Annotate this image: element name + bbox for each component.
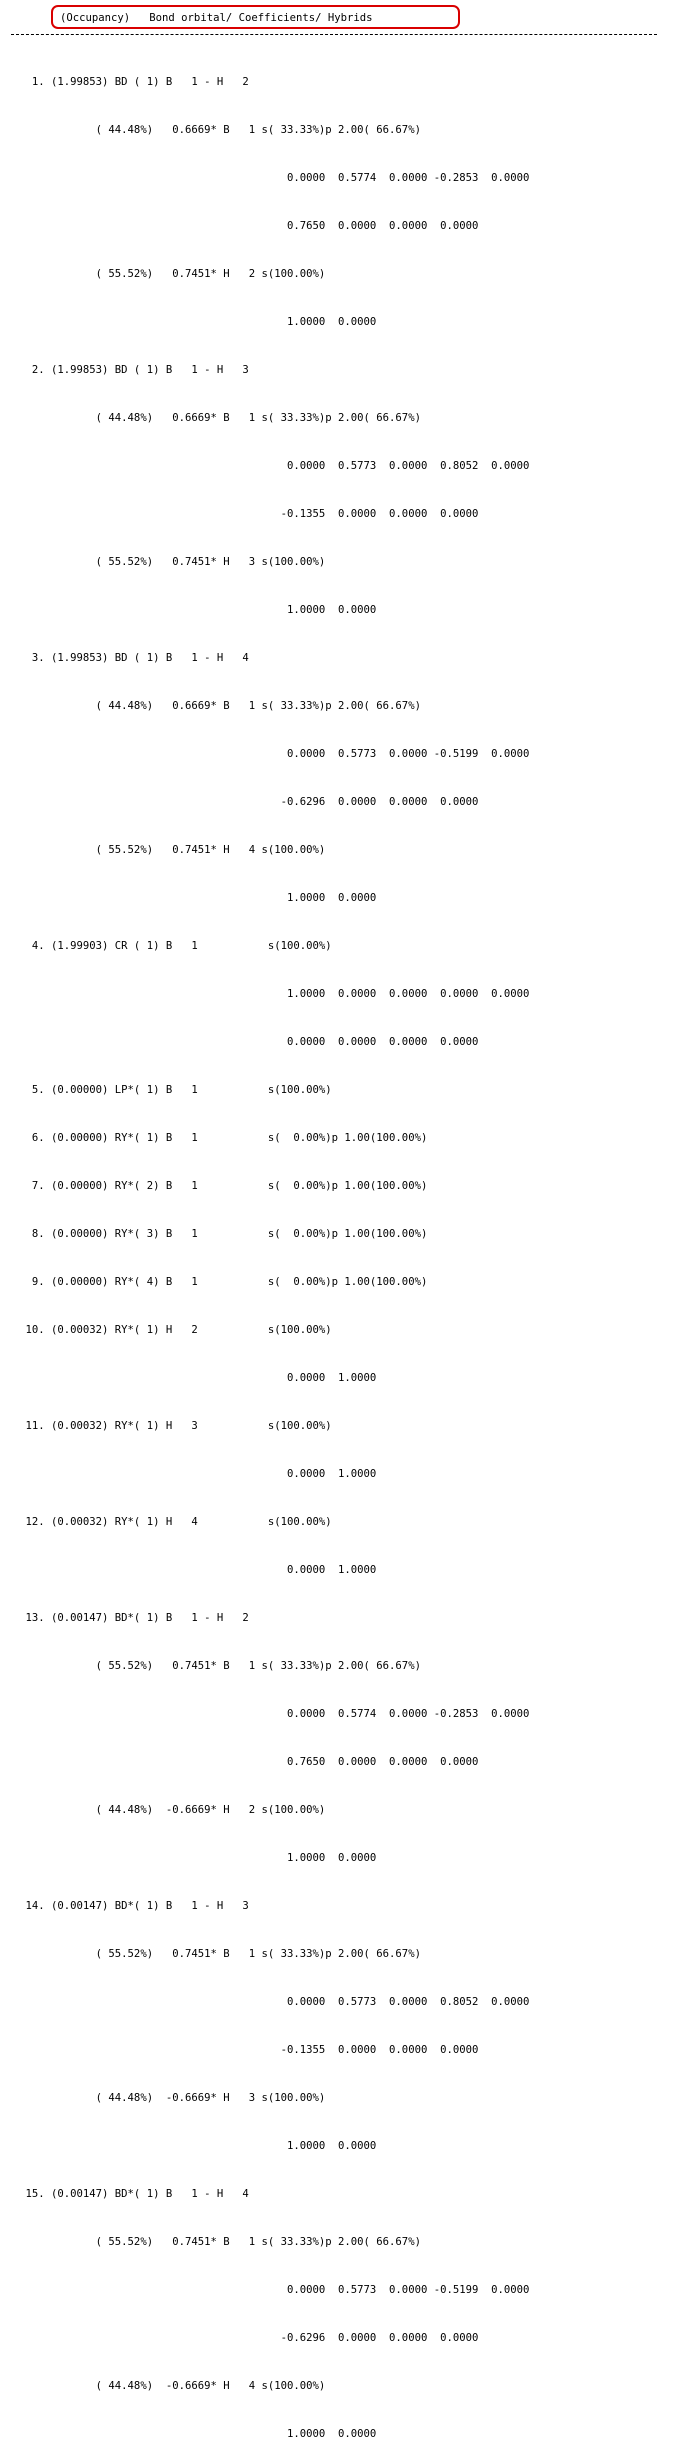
listing-line: 0.0000 0.5774 0.0000 -0.2853 0.0000: [0, 1708, 530, 1720]
listing-line: -0.1355 0.0000 0.0000 0.0000: [0, 2044, 479, 2056]
listing-line: 1.0000 0.0000: [0, 604, 377, 616]
listing-line: ( 44.48%) -0.6669* H 3 s(100.00%): [0, 2092, 326, 2104]
column-header: (Occupancy) Bond orbital/ Coefficients/ Hybrids: [60, 12, 373, 24]
listing-line: 1.0000 0.0000: [0, 2428, 377, 2440]
listing-line: 14. (0.00147) BD*( 1) B 1 - H 3: [0, 1900, 249, 1912]
listing-line: 0.7650 0.0000 0.0000 0.0000: [0, 1756, 479, 1768]
listing-line: ( 55.52%) 0.7451* B 1 s( 33.33%)p 2.00( 66.67%): [0, 2236, 421, 2248]
listing-line: -0.6296 0.0000 0.0000 0.0000: [0, 796, 479, 808]
listing-line: ( 55.52%) 0.7451* H 2 s(100.00%): [0, 268, 326, 280]
listing-line: 0.0000 0.5773 0.0000 0.8052 0.0000: [0, 460, 530, 472]
listing-line: 12. (0.00032) RY*( 1) H 4 s(100.00%): [0, 1516, 332, 1528]
listing-line: 3. (1.99853) BD ( 1) B 1 - H 4: [0, 652, 249, 664]
listing-line: 1.0000 0.0000: [0, 2140, 377, 2152]
listing-line: ( 55.52%) 0.7451* B 1 s( 33.33%)p 2.00( 66.67%): [0, 1948, 421, 1960]
listing-line: 15. (0.00147) BD*( 1) B 1 - H 4: [0, 2188, 249, 2200]
listing-line: 0.0000 0.5774 0.0000 -0.2853 0.0000: [0, 172, 530, 184]
listing-line: ( 55.52%) 0.7451* H 4 s(100.00%): [0, 844, 326, 856]
listing-line: 0.0000 0.5773 0.0000 -0.5199 0.0000: [0, 748, 530, 760]
listing-line: 4. (1.99903) CR ( 1) B 1 s(100.00%): [0, 940, 332, 952]
listing-line: 0.0000 0.5773 0.0000 -0.5199 0.0000: [0, 2284, 530, 2296]
listing-line: 0.0000 1.0000: [0, 1468, 377, 1480]
listing-line: 8. (0.00000) RY*( 3) B 1 s( 0.00%)p 1.00(100.00%): [0, 1228, 428, 1240]
listing-line: 10. (0.00032) RY*( 1) H 2 s(100.00%): [0, 1324, 332, 1336]
listing-line: -0.6296 0.0000 0.0000 0.0000: [0, 2332, 479, 2344]
listing-line: 11. (0.00032) RY*( 1) H 3 s(100.00%): [0, 1420, 332, 1432]
listing-line: ( 44.48%) 0.6669* B 1 s( 33.33%)p 2.00( 66.67%): [0, 124, 421, 136]
listing-line: 0.0000 0.5773 0.0000 0.8052 0.0000: [0, 1996, 530, 2008]
listing-line: 13. (0.00147) BD*( 1) B 1 - H 2: [0, 1612, 249, 1624]
listing-line: 1. (1.99853) BD ( 1) B 1 - H 2: [0, 76, 249, 88]
listing-line: 0.0000 0.0000 0.0000 0.0000: [0, 1036, 479, 1048]
listing-line: 5. (0.00000) LP*( 1) B 1 s(100.00%): [0, 1084, 332, 1096]
listing-line: 1.0000 0.0000 0.0000 0.0000 0.0000: [0, 988, 530, 1000]
listing-line: 9. (0.00000) RY*( 4) B 1 s( 0.00%)p 1.00(100.00%): [0, 1276, 428, 1288]
listing-line: 0.7650 0.0000 0.0000 0.0000: [0, 220, 479, 232]
listing-line: 1.0000 0.0000: [0, 892, 377, 904]
listing-line: 2. (1.99853) BD ( 1) B 1 - H 3: [0, 364, 249, 376]
listing-line: -0.1355 0.0000 0.0000 0.0000: [0, 508, 479, 520]
nbo-listing: [0, 42, 529, 2458]
listing-line: ( 44.48%) -0.6669* H 4 s(100.00%): [0, 2380, 326, 2392]
listing-line: 7. (0.00000) RY*( 2) B 1 s( 0.00%)p 1.00(100.00%): [0, 1180, 428, 1192]
listing-line: 6. (0.00000) RY*( 1) B 1 s( 0.00%)p 1.00(100.00%): [0, 1132, 428, 1144]
listing-line: 1.0000 0.0000: [0, 316, 377, 328]
listing-line: 0.0000 1.0000: [0, 1372, 377, 1384]
dashed-divider: [11, 34, 657, 35]
listing-line: ( 55.52%) 0.7451* B 1 s( 33.33%)p 2.00( 66.67%): [0, 1660, 421, 1672]
listing-line: 1.0000 0.0000: [0, 1852, 377, 1864]
listing-line: ( 44.48%) -0.6669* H 2 s(100.00%): [0, 1804, 326, 1816]
listing-line: ( 55.52%) 0.7451* H 3 s(100.00%): [0, 556, 326, 568]
listing-line: ( 44.48%) 0.6669* B 1 s( 33.33%)p 2.00( 66.67%): [0, 700, 421, 712]
listing-line: 0.0000 1.0000: [0, 1564, 377, 1576]
listing-line: ( 44.48%) 0.6669* B 1 s( 33.33%)p 2.00( 66.67%): [0, 412, 421, 424]
